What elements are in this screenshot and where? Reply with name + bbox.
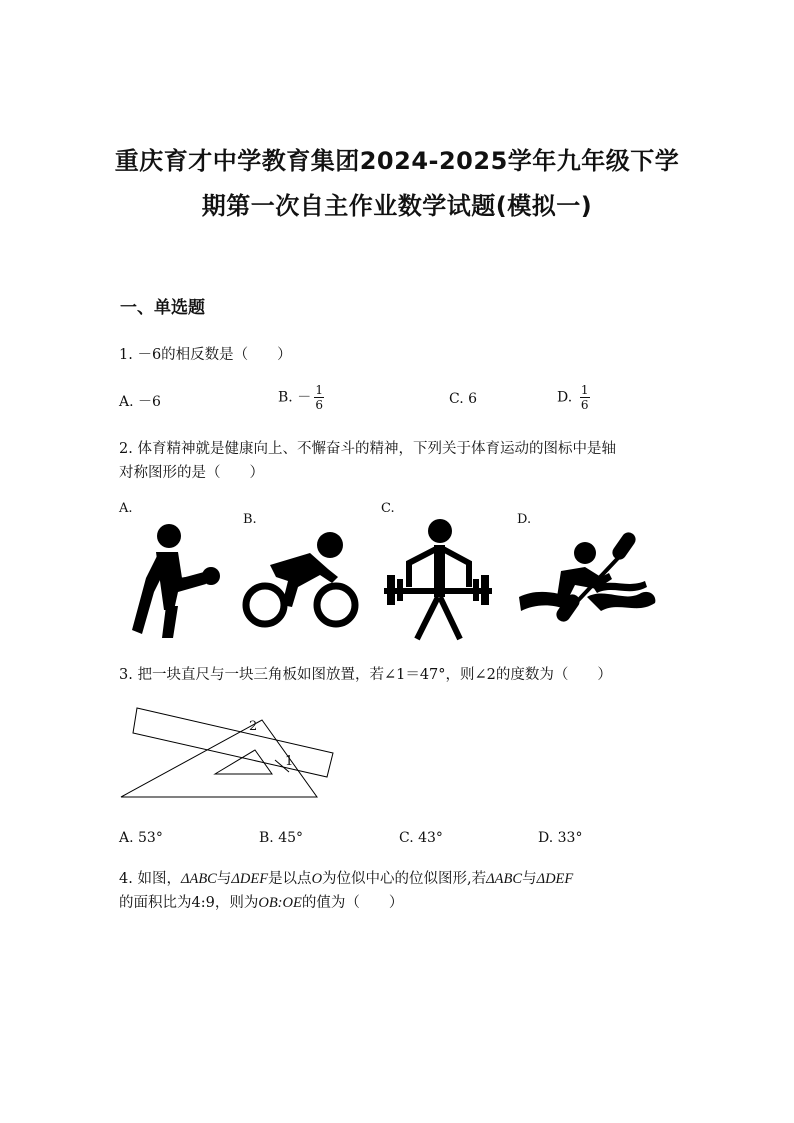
q3-option-a: A. 53° (119, 830, 163, 846)
page-title-line2: 期第一次自主作业数学试题(模拟一) (201, 192, 593, 220)
cyclist-icon (240, 525, 362, 630)
q2-option-d-label: D. (517, 512, 532, 527)
q1-option-d-fraction (580, 384, 590, 411)
ob-oe-ratio: OB:OE (258, 895, 302, 911)
ruler-triangle-figure (115, 700, 340, 805)
q2-option-c-label: C. (381, 501, 395, 516)
q4-text: 与 (522, 871, 537, 887)
q4-text: 为位似中心的位似图形,若 (322, 871, 487, 887)
q4-text: 4. 如图， (119, 871, 181, 887)
fraction-numerator: 1 (315, 383, 324, 397)
q4-text: 的值为（ ） (301, 895, 404, 911)
q1-option-b-fraction (314, 384, 324, 411)
triangle-abc: ΔABC (180, 871, 217, 887)
q4-text: 是以点 (268, 871, 312, 887)
q1-option-c: C. 6 (449, 391, 478, 407)
q4-text: ，则为 (214, 895, 259, 911)
q3-option-c: C. 43° (399, 830, 443, 846)
q4-text: 与 (216, 871, 232, 887)
q2-option-a-label: A. (119, 501, 133, 516)
q1-option-d (557, 384, 590, 411)
weightlifter-icon (381, 517, 495, 642)
area-ratio: 4:9 (191, 895, 215, 911)
triangle-abc: ΔABC (486, 871, 523, 887)
question-4-stem-line2 (119, 891, 403, 912)
point-o: O (311, 871, 323, 887)
question-3-stem: 3. 把一块直尺与一块三角板如图放置，若∠1＝47°，则∠2的度数为（ ） (119, 667, 612, 683)
triangle-def: ΔDEF (231, 871, 269, 887)
page-title-line1: 重庆育才中学教育集团2024-2025学年九年级下学 (114, 147, 680, 175)
fraction-denominator: 6 (315, 398, 324, 412)
q1-option-d-prefix: D. (557, 389, 577, 406)
fraction-numerator: 1 (580, 383, 589, 397)
volleyball-player-icon (116, 520, 226, 642)
q3-option-d: D. 33° (538, 830, 583, 846)
section-heading: 一、单选题 (120, 298, 205, 318)
q1-option-a: A. －6 (119, 394, 161, 410)
question-1-stem: 1. －6的相反数是（ ） (119, 347, 292, 363)
triangle-def: ΔDEF (536, 871, 574, 887)
q4-text: 的面积比为 (119, 895, 192, 911)
question-2-stem-line2: 对称图形的是（ ） (119, 465, 264, 481)
kayaker-icon (515, 527, 660, 632)
question-4-stem-line1 (119, 867, 573, 888)
question-2-stem-line1: 2. 体育精神就是健康向上、不懈奋斗的精神，下列关于体育运动的图标中是轴 (119, 441, 616, 457)
angle-1-label: 1 (285, 754, 294, 769)
angle-2-label: 2 (249, 719, 258, 734)
q2-option-b-label: B. (243, 512, 257, 527)
fraction-denominator: 6 (580, 398, 589, 412)
q1-option-b-prefix: B. － (278, 389, 312, 406)
q3-option-b: B. 45° (259, 830, 304, 846)
q1-option-b (278, 384, 324, 411)
